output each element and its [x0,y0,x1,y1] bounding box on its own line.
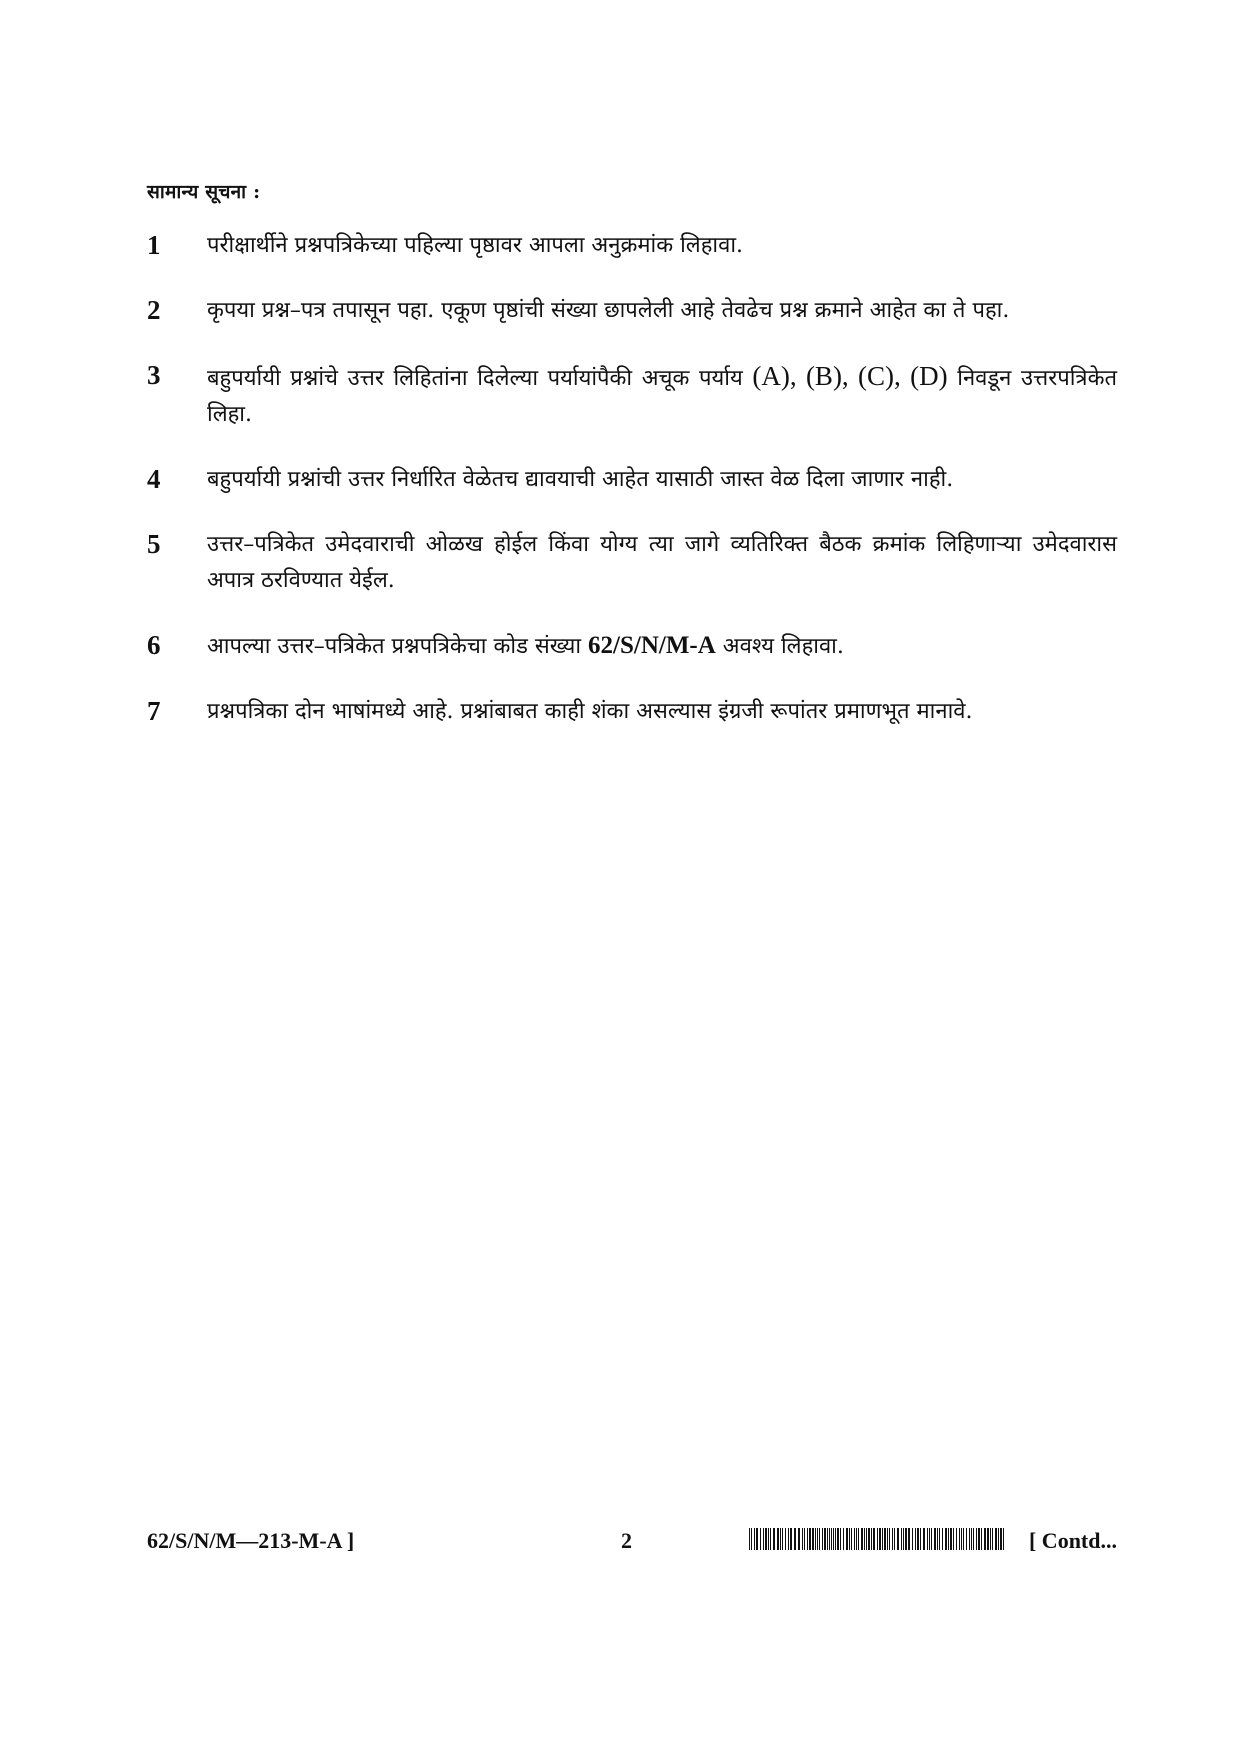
instruction-text [207,628,1117,665]
footer-page-number: 2 [621,1528,632,1553]
footer-continued: [ Contd... [1028,1528,1117,1553]
instruction-item-6 [147,628,1117,665]
instruction-text-end: अवश्य लिहावा. [715,634,844,659]
instruction-number: 7 [147,696,161,726]
instruction-text: बहुपर्यायी प्रश्नांची उत्तर निर्धारित वेळेतच द्यावयाची आहेत यासाठी जास्त वेळ दिला जाणार नाही. [207,467,954,492]
instruction-text: प्रश्नपत्रिका दोन भाषांमध्ये आहे. प्रश्नांबाबत काही शंका असल्यास इंग्रजी रूपांतर प्रमाणभूत मानावे. [207,699,973,724]
instruction-number: 2 [147,295,161,325]
general-instructions-heading: सामान्य सूचना : [147,181,261,203]
barcode-icon [749,1528,1004,1550]
instruction-text: कृपया प्रश्न–पत्र तपासून पहा. एकूण पृष्ठांची संख्या छापलेली आहे तेवढेच प्रश्न क्रमाने आहेत का ते पहा. [207,298,1010,323]
instruction-text-start: बहुपर्यायी प्रश्नांचे उत्तर लिहितांना दिलेल्या पर्यायांपैकी अचूक पर्याय [207,366,753,391]
question-paper-code: 62/S/N/M-A [588,632,716,659]
instruction-text: उत्तर–पत्रिकेत उमेदवाराची ओळख होईल किंवा योग्य त्या जागे व्यतिरिक्त बैठक क्रमांक लिहिणाऱ्या उमेदवारास अपात्र ठरविण्यात येईल. [207,532,1117,593]
instruction-text-end: निवडून उत्तरपत्रिकेत लिहा. [207,366,1118,427]
instructions-list [147,228,1117,759]
instruction-text [207,358,1117,433]
answer-options: (A), (B), (C), (D) [752,361,948,391]
page-footer [147,1520,1117,1560]
instruction-number: 6 [147,630,161,660]
instruction-item-4 [147,462,1117,498]
instruction-text: परीक्षार्थीने प्रश्नपत्रिकेच्या पहिल्या पृष्ठावर आपला अनुक्रमांक लिहावा. [207,233,744,258]
footer-paper-code: 62/S/N/M—213-M-A ] [147,1528,355,1553]
instruction-number: 4 [147,464,161,494]
instruction-text-start: आपल्या उत्तर–पत्रिकेत प्रश्नपत्रिकेचा कोड संख्या [207,634,589,659]
instruction-number: 3 [147,360,161,390]
instruction-item-5 [147,527,1117,599]
instruction-item-7 [147,694,1117,730]
instruction-number: 1 [147,230,161,260]
instruction-number: 5 [147,529,161,559]
instruction-item-2 [147,293,1117,329]
instruction-item-3 [147,358,1117,433]
instruction-item-1 [147,228,1117,264]
